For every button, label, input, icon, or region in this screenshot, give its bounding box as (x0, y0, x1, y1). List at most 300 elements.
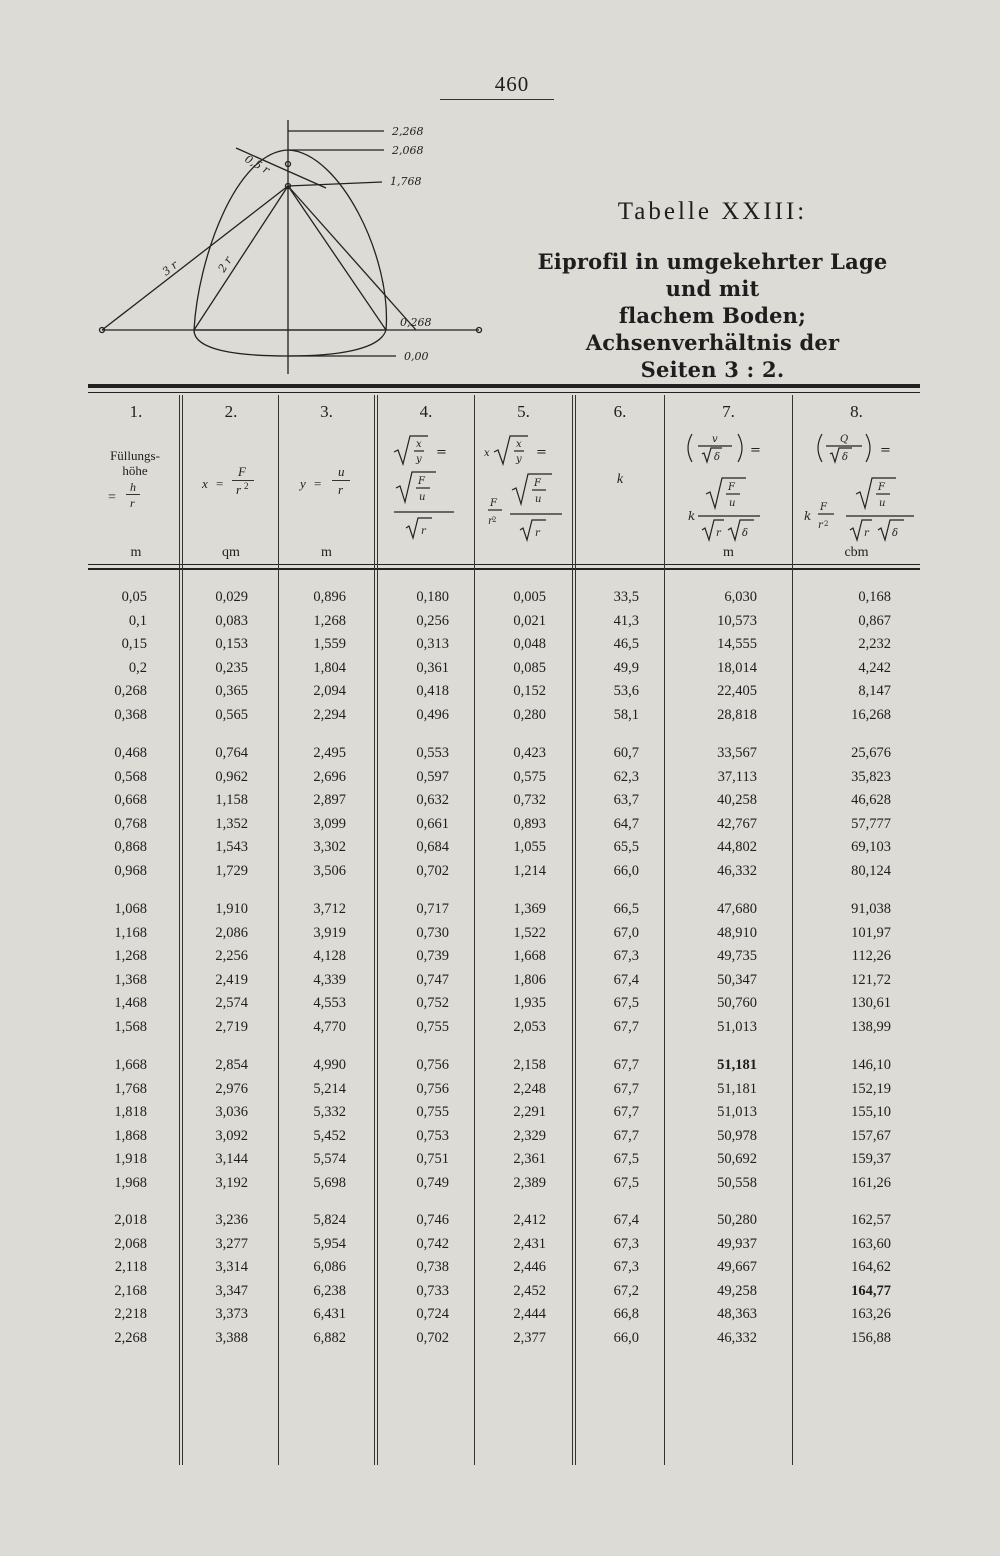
svg-text:v: v (712, 434, 718, 445)
table-cell: 3,099 (313, 815, 346, 832)
header-bottom-rule-thin (88, 564, 920, 565)
table-cell: 69,103 (851, 839, 891, 855)
svg-text:r: r (716, 528, 721, 539)
svg-text:δ: δ (714, 452, 721, 463)
table-cell: 1,818 (114, 1104, 147, 1120)
table-cell: 67,5 (613, 1174, 639, 1191)
unit-col-8: cbm (844, 545, 869, 560)
table-cell: 48,363 (717, 1306, 757, 1322)
svg-text:r: r (864, 528, 869, 539)
svg-text:δ: δ (892, 528, 899, 539)
table-cell: 1,268 (313, 612, 346, 629)
label-0-5r: 0,5 r (242, 152, 272, 177)
table-cell: 50,692 (717, 1151, 757, 1167)
table-cell: 5,698 (313, 1174, 346, 1191)
table-cell: 66,0 (613, 862, 639, 879)
table-cell: 4,770 (313, 1018, 346, 1035)
svg-text:=: = (880, 443, 891, 458)
label-3r: 3 r (159, 258, 181, 279)
svg-text:x: x (484, 448, 490, 459)
table-cell: 146,10 (851, 1057, 891, 1073)
leader-1-768 (288, 182, 382, 186)
table-cell: 0,746 (416, 1212, 449, 1228)
table-cell: 33,567 (717, 745, 757, 761)
table-cell: 0,768 (114, 815, 147, 832)
table-cell: 6,086 (313, 1259, 346, 1275)
column-number-8: 8. (850, 402, 863, 421)
table-cell: 1,935 (513, 995, 546, 1011)
table-cell: 163,26 (851, 1306, 891, 1322)
table-cell: 48,910 (717, 924, 757, 941)
table-cell: 0,755 (416, 1104, 449, 1120)
table-cell: 14,555 (717, 636, 757, 652)
table-cell: 1,729 (215, 862, 248, 879)
table-cell: 0,739 (416, 948, 449, 964)
table-cell: 49,735 (717, 948, 757, 964)
table-cell: 1,568 (114, 1018, 147, 1035)
table-cell: 50,280 (717, 1212, 757, 1228)
label-0-00: 0,00 (404, 350, 429, 363)
label-2r: 2 r (215, 254, 235, 275)
column-number-5: 5. (517, 402, 530, 421)
table-cell: 101,97 (851, 924, 891, 941)
table-cell: 0,085 (513, 659, 546, 676)
table-top-rule-thin (88, 392, 920, 393)
table-cell: 51,013 (717, 1104, 757, 1120)
table-cell: 1,352 (215, 815, 248, 832)
svg-text:=: = (436, 445, 447, 460)
table-cell: 28,818 (717, 706, 757, 723)
table-cell: 63,7 (613, 792, 639, 808)
table-cell: 0,423 (513, 745, 546, 761)
table-cell: 2,294 (313, 706, 346, 723)
table-cell: 1,918 (114, 1151, 147, 1167)
table-cell: 2,268 (114, 1329, 147, 1346)
ray-right (288, 186, 386, 330)
table-cell: 80,124 (851, 862, 891, 879)
table-cell: 0,756 (416, 1080, 449, 1097)
table-cell: 0,733 (416, 1282, 449, 1299)
table-cell: 0,268 (114, 683, 147, 699)
table-cell: 2,168 (114, 1282, 147, 1299)
table-cell: 1,369 (513, 901, 546, 917)
table-cell: 50,558 (717, 1174, 757, 1191)
table-cell: 0,968 (114, 862, 147, 879)
table-cell: 1,868 (114, 1127, 147, 1144)
table-cell: 67,5 (613, 1151, 639, 1167)
table-cell: 37,113 (717, 768, 757, 785)
table-cell: 2,431 (513, 1235, 546, 1252)
table-cell: 1,559 (313, 636, 346, 652)
table-cell: 2,086 (215, 924, 248, 941)
svg-text:=: = (750, 443, 761, 458)
table-cell: 161,26 (851, 1174, 891, 1191)
table-cell: 3,919 (313, 924, 346, 941)
table-cell: 1,158 (215, 792, 248, 808)
table-cell: 4,553 (313, 995, 346, 1011)
table-cell: 2,018 (114, 1212, 147, 1228)
table-cell: 57,777 (851, 815, 891, 832)
table-cell: 0,048 (513, 636, 546, 652)
table-cell: 1,268 (114, 948, 147, 964)
table-cell: 4,990 (313, 1057, 346, 1073)
column-number-2: 2. (224, 402, 238, 421)
table-cell: 164,77 (851, 1282, 891, 1299)
svg-text:u: u (419, 492, 426, 503)
table-cell: 0,2 (128, 659, 147, 676)
table-cell: 2,377 (513, 1329, 546, 1346)
table-cell: 138,99 (851, 1018, 891, 1035)
header-q-over-sqrt-delta (800, 430, 918, 542)
table-cell: 3,347 (215, 1282, 248, 1299)
table-cell: 22,405 (717, 683, 757, 699)
label-1-768: 1,768 (390, 175, 422, 188)
table-cell: 121,72 (851, 971, 891, 988)
table-cell: 58,1 (613, 706, 639, 723)
table-cell: 4,339 (313, 971, 346, 988)
table-cell: 0,742 (416, 1235, 449, 1252)
unit-col-7: m (723, 545, 734, 560)
table-cell: 2,419 (215, 971, 248, 988)
table-cell: 0,575 (513, 768, 546, 785)
table-cell: 0,753 (416, 1127, 449, 1144)
table-cell: 25,676 (851, 745, 891, 761)
header-x-sqrt-x-over-y (480, 434, 568, 544)
table-cell: 0,668 (114, 792, 147, 808)
table-cell: 46,628 (851, 792, 891, 808)
table-cell: 4,128 (313, 948, 346, 964)
table-cell: 0,553 (416, 745, 449, 761)
label-2-268: 2,268 (392, 125, 424, 138)
table-cell: 1,522 (513, 924, 546, 941)
table-cell: 3,144 (215, 1151, 248, 1167)
table-cell: 0,730 (416, 924, 449, 941)
table-cell: 0,153 (215, 636, 248, 652)
svg-text:δ: δ (742, 528, 749, 539)
table-cell: 3,314 (215, 1259, 248, 1275)
table-cell: 0,749 (416, 1174, 449, 1191)
svg-text:k: k (804, 509, 812, 523)
label-0-268: 0,268 (400, 316, 432, 329)
svg-text:=: = (536, 445, 547, 460)
table-cell: 0,867 (858, 612, 891, 629)
table-cell: 0,702 (416, 862, 449, 879)
table-cell: 33,5 (613, 589, 639, 605)
table-cell: 1,668 (114, 1057, 147, 1073)
table-cell: 0,661 (416, 815, 449, 832)
ray-3r (102, 186, 288, 330)
svg-text:r: r (535, 528, 540, 539)
table-cell: 1,214 (513, 862, 546, 879)
table-cell: 0,747 (416, 971, 449, 988)
header-v-over-sqrt-delta (676, 430, 786, 542)
table-cell: 3,092 (215, 1127, 248, 1144)
table-cell: 112,26 (851, 948, 891, 964)
table-cell: 0,021 (513, 612, 546, 629)
table-cell: 2,361 (513, 1151, 546, 1167)
table-cell: 2,574 (215, 995, 248, 1011)
svg-text:y: y (416, 454, 422, 465)
table-cell: 49,667 (717, 1259, 757, 1275)
table-cell: 156,88 (851, 1329, 891, 1346)
table-cell: 67,4 (613, 1212, 639, 1228)
header-bottom-rule (88, 568, 920, 570)
table-cell: 67,2 (613, 1282, 639, 1299)
table-cell: 42,767 (717, 815, 757, 832)
table-cell: 2,412 (513, 1212, 546, 1228)
table-cell: 51,013 (717, 1018, 757, 1035)
table-cell: 5,214 (313, 1080, 346, 1097)
table-cell: 0,597 (416, 768, 449, 785)
column-number-3: 3. (320, 402, 333, 421)
table-cell: 130,61 (851, 995, 891, 1011)
table-cell: 10,573 (717, 612, 757, 629)
table-cell: 2,218 (114, 1306, 147, 1322)
column-number-6: 6. (613, 402, 627, 421)
table-cell: 49,258 (717, 1282, 757, 1299)
table-cell: 0,751 (416, 1151, 449, 1167)
table-cell: 0,868 (114, 839, 147, 855)
table-cell: 2,696 (313, 768, 346, 785)
table-cell: 3,192 (215, 1174, 248, 1191)
table-cell: 1,168 (114, 924, 147, 941)
table-cell: 0,717 (416, 901, 449, 917)
table-cell: 3,277 (215, 1235, 248, 1252)
table-cell: 2,158 (513, 1057, 546, 1073)
table-cell: 0,180 (416, 589, 449, 605)
table-cell: 0,280 (513, 706, 546, 723)
table-cell: 41,3 (613, 612, 639, 629)
table-cell: 2,389 (513, 1174, 546, 1191)
svg-text:u: u (729, 498, 736, 509)
column-divider-1 (179, 395, 183, 1465)
table-cell: 44,802 (717, 839, 757, 855)
header-fill-height-line2: höhe (122, 463, 148, 478)
table-cell: 51,181 (717, 1080, 757, 1097)
svg-text:F: F (878, 482, 885, 493)
table-cell: 6,882 (313, 1329, 346, 1346)
table-cell: 2,854 (215, 1057, 248, 1073)
svg-text:δ: δ (842, 452, 849, 463)
svg-text:r: r (488, 516, 493, 527)
header-sqrt-x-over-y (392, 434, 464, 544)
table-cell: 152,19 (851, 1080, 891, 1097)
table-cell: 157,67 (851, 1127, 891, 1144)
table-cell: 2,446 (513, 1259, 546, 1275)
table-cell: 50,978 (717, 1127, 757, 1144)
table-cell: 5,332 (313, 1104, 346, 1120)
table-cell: 2,495 (313, 745, 346, 761)
table-cell: 67,7 (613, 1057, 639, 1073)
table-cell: 67,7 (613, 1104, 639, 1120)
svg-text:y: y (516, 454, 522, 465)
svg-text:x: x (416, 439, 422, 450)
table-cell: 3,388 (215, 1329, 248, 1346)
table-cell: 67,5 (613, 995, 639, 1011)
table-cell: 40,258 (717, 792, 757, 808)
table-cell: 0,235 (215, 659, 248, 676)
table-cell: 0,724 (416, 1306, 449, 1322)
table-cell: 0,152 (513, 683, 546, 699)
table-cell: 67,0 (613, 924, 639, 941)
table-subtitle-line-2: flachem Boden; Achsenverhältnis der (585, 303, 840, 355)
table-cell: 2,248 (513, 1080, 546, 1097)
unit-col-1: m (130, 545, 142, 560)
header-x-formula: x = F r 2 (196, 464, 266, 500)
table-cell: 0,083 (215, 612, 248, 629)
table-cell: 0,256 (416, 612, 449, 629)
svg-text:u: u (879, 498, 886, 509)
table-cell: 0,962 (215, 768, 248, 785)
table-cell: 50,347 (717, 971, 757, 988)
table-cell: 1,468 (114, 995, 147, 1011)
table-cell: 8,147 (858, 683, 891, 699)
svg-text:k: k (688, 509, 696, 523)
table-cell: 1,968 (114, 1174, 147, 1191)
table-cell: 163,60 (851, 1235, 891, 1252)
ray-2r (194, 186, 288, 330)
table-cell: 66,8 (613, 1306, 639, 1322)
table-cell: 0,005 (513, 589, 546, 605)
table-cell: 3,302 (313, 839, 346, 855)
table-cell: 0,764 (215, 745, 248, 761)
table-cell: 0,365 (215, 683, 248, 699)
table-cell: 0,568 (114, 768, 147, 785)
table-cell: 2,232 (858, 636, 891, 652)
svg-text:F: F (418, 476, 425, 487)
svg-text:Q: Q (840, 434, 849, 445)
header-fill-height (90, 448, 180, 514)
table-cell: 67,3 (613, 948, 639, 964)
table-cell: 67,7 (613, 1080, 639, 1097)
table-cell: 0,1 (128, 612, 147, 629)
table-cell: 164,62 (851, 1259, 891, 1275)
table-cell: 35,823 (851, 768, 891, 785)
table-cell: 5,574 (313, 1151, 346, 1167)
table-cell: 1,068 (114, 901, 147, 917)
table-cell: 0,565 (215, 706, 248, 723)
svg-text:F: F (534, 478, 541, 489)
table-cell: 1,668 (513, 948, 546, 964)
table-cell: 6,238 (313, 1282, 346, 1299)
table-cell: 1,806 (513, 971, 546, 988)
table-cell: 18,014 (717, 659, 757, 676)
svg-text:2: 2 (824, 520, 829, 528)
table-cell: 66,0 (613, 1329, 639, 1346)
table-subtitle-line-1: Eiprofil in umgekehrter Lage und mit (537, 249, 888, 301)
label-2-068: 2,068 (392, 144, 424, 157)
table-cell: 66,5 (613, 901, 639, 917)
egg-profile-figure (86, 118, 506, 380)
table-cell: 49,937 (717, 1235, 757, 1252)
table-subtitle-line-3: Seiten 3 : 2. (640, 357, 785, 382)
table-cell: 0,15 (121, 636, 147, 652)
table-cell: 4,242 (858, 659, 891, 676)
table-cell: 67,3 (613, 1259, 639, 1275)
egg-outline (194, 150, 386, 356)
svg-text:F: F (728, 482, 735, 493)
column-divider-3 (374, 395, 378, 1465)
table-cell: 16,268 (851, 706, 891, 723)
table-cell: 0,738 (416, 1259, 449, 1275)
table-cell: 2,976 (215, 1080, 248, 1097)
table-cell: 2,053 (513, 1018, 546, 1035)
table-cell: 1,910 (215, 901, 248, 917)
table-cell: 155,10 (851, 1104, 891, 1120)
table-cell: 2,719 (215, 1018, 248, 1035)
table-cell: 5,954 (313, 1235, 346, 1252)
table-cell: 3,036 (215, 1104, 248, 1120)
table-cell: 0,896 (313, 589, 346, 605)
table-title: Tabelle XXIII: (617, 198, 808, 225)
table-cell: 159,37 (851, 1151, 891, 1167)
table-cell: 2,094 (313, 683, 346, 699)
table-cell: 0,632 (416, 792, 449, 808)
svg-text:F: F (490, 498, 497, 509)
table-top-rule-thick (88, 384, 920, 388)
table-cell: 46,332 (717, 862, 757, 879)
table-cell: 0,05 (121, 589, 147, 605)
table-cell: 1,804 (313, 659, 346, 676)
table-cell: 46,332 (717, 1329, 757, 1346)
table-cell: 2,118 (114, 1259, 147, 1275)
column-number-4: 4. (419, 402, 433, 421)
header-k: k (616, 472, 624, 487)
table-cell: 1,055 (513, 839, 546, 855)
table-cell: 2,256 (215, 948, 248, 964)
column-number-7: 7. (722, 402, 735, 421)
table-cell: 0,496 (416, 706, 449, 723)
table-cell: 91,038 (851, 901, 891, 917)
svg-text:r: r (421, 526, 426, 537)
table-cell: 5,824 (313, 1212, 346, 1228)
table-cell: 2,897 (313, 792, 346, 808)
table-cell: 3,506 (313, 862, 346, 879)
table-cell: 0,732 (513, 792, 546, 808)
table-cell: 65,5 (613, 839, 639, 855)
table-cell: 47,680 (717, 901, 757, 917)
table-cell: 0,702 (416, 1329, 449, 1346)
table-cell: 6,431 (313, 1306, 346, 1322)
table-cell: 0,684 (416, 839, 449, 855)
table-cell: 0,361 (416, 659, 449, 676)
table-cell: 2,329 (513, 1127, 546, 1144)
page-number-rule (440, 99, 554, 100)
table-cell: 51,181 (717, 1057, 757, 1073)
table-cell: 5,452 (313, 1127, 346, 1144)
table-cell: 2,452 (513, 1282, 546, 1299)
header-y-formula: y = u r (296, 464, 366, 500)
column-divider-4 (474, 395, 475, 1465)
table-cell: 3,712 (313, 901, 346, 917)
header-fill-height-line1: Füllungs- (110, 448, 160, 463)
table-cell: 2,444 (513, 1306, 546, 1322)
table-cell: 0,756 (416, 1057, 449, 1073)
table-cell: 67,3 (613, 1235, 639, 1252)
table-cell: 162,57 (851, 1212, 891, 1228)
table-cell: 1,543 (215, 839, 248, 855)
table-cell: 6,030 (724, 589, 757, 605)
table-cell: 0,468 (114, 745, 147, 761)
table-cell: 67,4 (613, 971, 639, 988)
table-cell: 49,9 (613, 659, 639, 676)
table-cell: 0,368 (114, 706, 147, 723)
table-cell: 3,373 (215, 1306, 248, 1322)
ray-right-outer (288, 186, 416, 330)
column-divider-5 (572, 395, 576, 1465)
unit-col-3: m (321, 545, 332, 560)
table-cell: 62,3 (613, 768, 639, 785)
